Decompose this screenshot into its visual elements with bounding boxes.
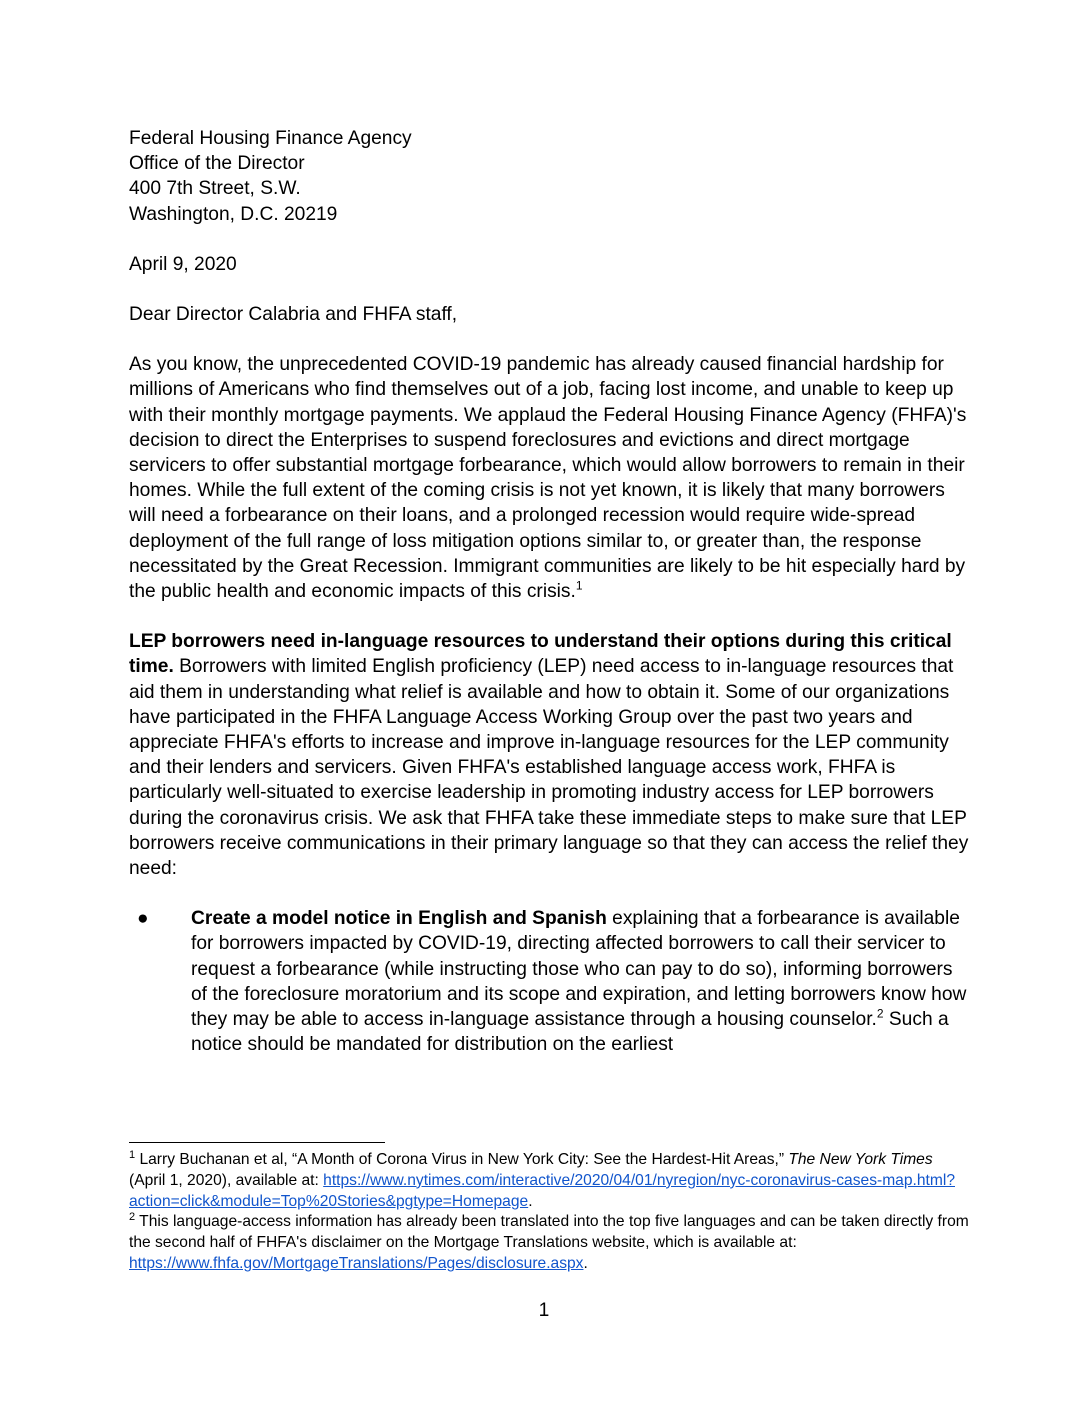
footnote-1-text: Larry Buchanan et al, “A Month of Corona Virus in New York City: See the Hardest-Hit Areas,” xyxy=(135,1151,789,1168)
recipient-address xyxy=(129,126,969,227)
address-line-4: Washington, D.C. 20219 xyxy=(129,203,338,225)
paragraph-lep-text: Borrowers with limited English proficiency (LEP) need access to in-language resources that aid them in understanding what relief is available and how to obtain it. Some of our organizations have participated in the FHFA Language Access Working Group over the past two years and appreciate FHFA's efforts to increase and improve in-language resources for the LEP community and their lenders and servicers. Given FHFA's established language access work, FHFA is particularly well-situated to exercise leadership in promoting industry access for LEP borrowers during the coronavirus crisis. We ask that FHFA take these immediate steps to make sure that LEP borrowers receive communications in their primary language so that they can access the relief they need: xyxy=(129,656,969,880)
footnote-2-number: 2 xyxy=(129,1211,136,1224)
bullet-text-after: Such a notice should be mandated for distribution on the earliest xyxy=(191,1009,949,1056)
letter-date: April 9, 2020 xyxy=(129,253,237,275)
address-line-1: Federal Housing Finance Agency xyxy=(129,128,412,149)
footnote-1-publication: The New York Times xyxy=(788,1151,933,1168)
paragraph-intro-text: As you know, the unprecedented COVID-19 pandemic has already caused financial hardship for millions of Americans who find themselves out of a job, facing lost income, and unable to keep up with their monthly mortgage payments. We applaud the Federal Housing Finance Agency (FHFA)'s decision to direct the Enterprises to suspend foreclosures and evictions and direct mortgage servicers to offer substantial mortgage forbearance, which would allow borrowers to remain in their homes. While the full extent of the coming crisis is not yet known, it is likely that many borrowers will need a forbearance on their loans, and a prolonged recession would require wide-spread deployment of the full range of loss mitigation options similar to, or greater than, the response necessitated by the Great Recession. Immigrant communities are likely to be hit especially hard by the public health and economic impacts of this crisis. xyxy=(129,354,967,603)
footnote-1-number: 1 xyxy=(129,1148,136,1161)
paragraph-intro xyxy=(129,352,969,604)
bullet-item-model-notice xyxy=(129,906,969,1057)
letter-body xyxy=(129,126,969,1058)
footnote-ref-1: 1 xyxy=(575,578,583,593)
address-line-2: Office of the Director xyxy=(129,153,305,175)
footnote-1-text-mid: (April 1, 2020), available at: xyxy=(129,1171,324,1189)
footnotes xyxy=(129,1150,969,1275)
footnote-2-link[interactable]: https://www.fhfa.gov/MortgageTranslations/Pages/disclosure.aspx xyxy=(129,1254,584,1272)
footnote-2-end: . xyxy=(583,1254,588,1272)
footnote-1-link[interactable]: https://www.nytimes.com/interactive/2020/04/01/nyregion/nyc-coronavirus-cases-map.html?action=click&module=Top%20Stories&pgtype=Homepage xyxy=(129,1171,955,1210)
footnote-2 xyxy=(129,1212,969,1274)
paragraph-lep xyxy=(129,629,969,881)
bullet-heading: Create a model notice in English and Spanish xyxy=(191,908,607,930)
salutation: Dear Director Calabria and FHFA staff, xyxy=(129,304,458,326)
paragraph-lep-heading: LEP borrowers need in-language resources to understand their options during this critical time. xyxy=(129,631,952,678)
bullet-text: explaining that a forbearance is available for borrowers impacted by COVID-19, directing affected borrowers to call their servicer to request a forbearance (while instructing those who can pay to do so), informing borrowers of the foreclosure moratorium and its scope and expiration, and letting borrowers know how they may be able to access in-language assistance through a housing counselor. xyxy=(191,908,967,1031)
footnote-1 xyxy=(129,1150,969,1212)
bullet-icon: ● xyxy=(137,908,149,930)
footnote-ref-2: 2 xyxy=(876,1006,884,1021)
footnote-2-text: This language-access information has already been translated into the top five languages and can be taken directly from the second half of FHFA's disclaimer on the Mortgage Translations website, which is available at: xyxy=(129,1213,969,1252)
footnote-divider xyxy=(129,1142,385,1143)
page-number: 1 xyxy=(538,1300,550,1321)
footnote-1-end: . xyxy=(528,1192,533,1210)
address-line-3: 400 7th Street, S.W. xyxy=(129,178,301,200)
